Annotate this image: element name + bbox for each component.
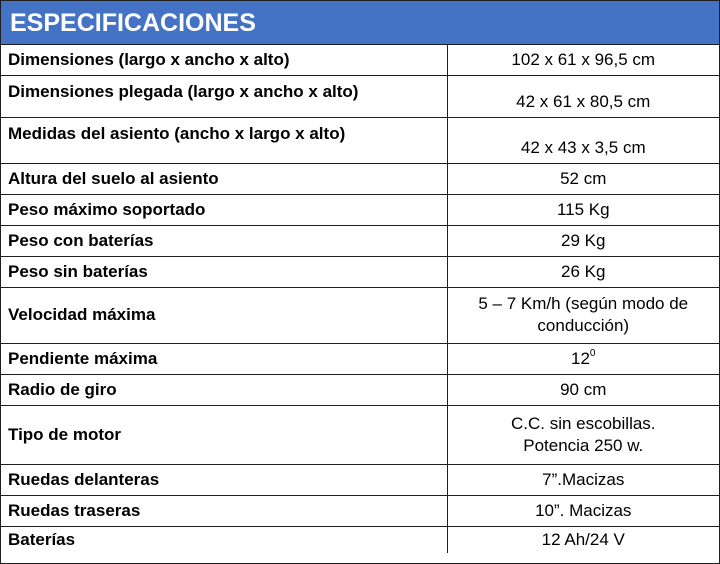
table-row xyxy=(1,75,719,117)
spec-value: 42 x 61 x 80,5 cm xyxy=(447,75,719,117)
spec-value: 90 cm xyxy=(447,374,719,405)
table-row xyxy=(1,117,719,163)
spec-value: 26 Kg xyxy=(447,256,719,287)
spec-label: Ruedas traseras xyxy=(1,495,447,526)
spec-value-line: 5 – 7 Km/h (según modo de xyxy=(478,294,689,313)
spec-label: Peso con baterías xyxy=(1,225,447,256)
spec-value: 102 x 61 x 96,5 cm xyxy=(447,45,719,75)
table-row xyxy=(1,194,719,225)
spec-label: Peso sin baterías xyxy=(1,256,447,287)
spec-label: Medidas del asiento (ancho x largo x alto) xyxy=(1,117,447,163)
spec-label: Tipo de motor xyxy=(1,405,447,464)
spec-value xyxy=(447,287,719,343)
table-row xyxy=(1,343,719,374)
spec-value: 52 cm xyxy=(447,163,719,194)
spec-value: 29 Kg xyxy=(447,225,719,256)
spec-value: 115 Kg xyxy=(447,194,719,225)
table-row xyxy=(1,256,719,287)
spec-value: 10”. Macizas xyxy=(447,495,719,526)
spec-value-line: Potencia 250 w. xyxy=(523,435,644,455)
table-row xyxy=(1,405,719,464)
spec-value-line: C.C. sin escobillas. xyxy=(510,413,656,433)
table-row xyxy=(1,163,719,194)
spec-label: Dimensiones (largo x ancho x alto) xyxy=(1,45,447,75)
spec-value-number: 12 xyxy=(571,348,590,368)
spec-label: Dimensiones plegada (largo x ancho x alto) xyxy=(1,75,447,117)
spec-value: 7”.Macizas xyxy=(447,464,719,495)
spec-label: Pendiente máxima xyxy=(1,343,447,374)
specifications-table xyxy=(1,45,719,553)
spec-label: Baterías xyxy=(1,526,447,553)
table-row xyxy=(1,526,719,553)
spec-value xyxy=(447,343,719,374)
spec-label: Radio de giro xyxy=(1,374,447,405)
table-row xyxy=(1,374,719,405)
spec-label: Peso máximo soportado xyxy=(1,194,447,225)
specifications-title: ESPECIFICACIONES xyxy=(1,1,719,45)
table-row xyxy=(1,495,719,526)
spec-value-line: conducción) xyxy=(537,316,630,335)
spec-value xyxy=(447,405,719,464)
table-row xyxy=(1,464,719,495)
spec-label: Altura del suelo al asiento xyxy=(1,163,447,194)
spec-label: Ruedas delanteras xyxy=(1,464,447,495)
table-row xyxy=(1,45,719,75)
spec-value: 42 x 43 x 3,5 cm xyxy=(447,117,719,163)
table-row xyxy=(1,225,719,256)
table-row xyxy=(1,287,719,343)
spec-value: 12 Ah/24 V xyxy=(541,529,625,549)
spec-label: Velocidad máxima xyxy=(1,287,447,343)
degree-superscript: 0 xyxy=(589,347,596,359)
